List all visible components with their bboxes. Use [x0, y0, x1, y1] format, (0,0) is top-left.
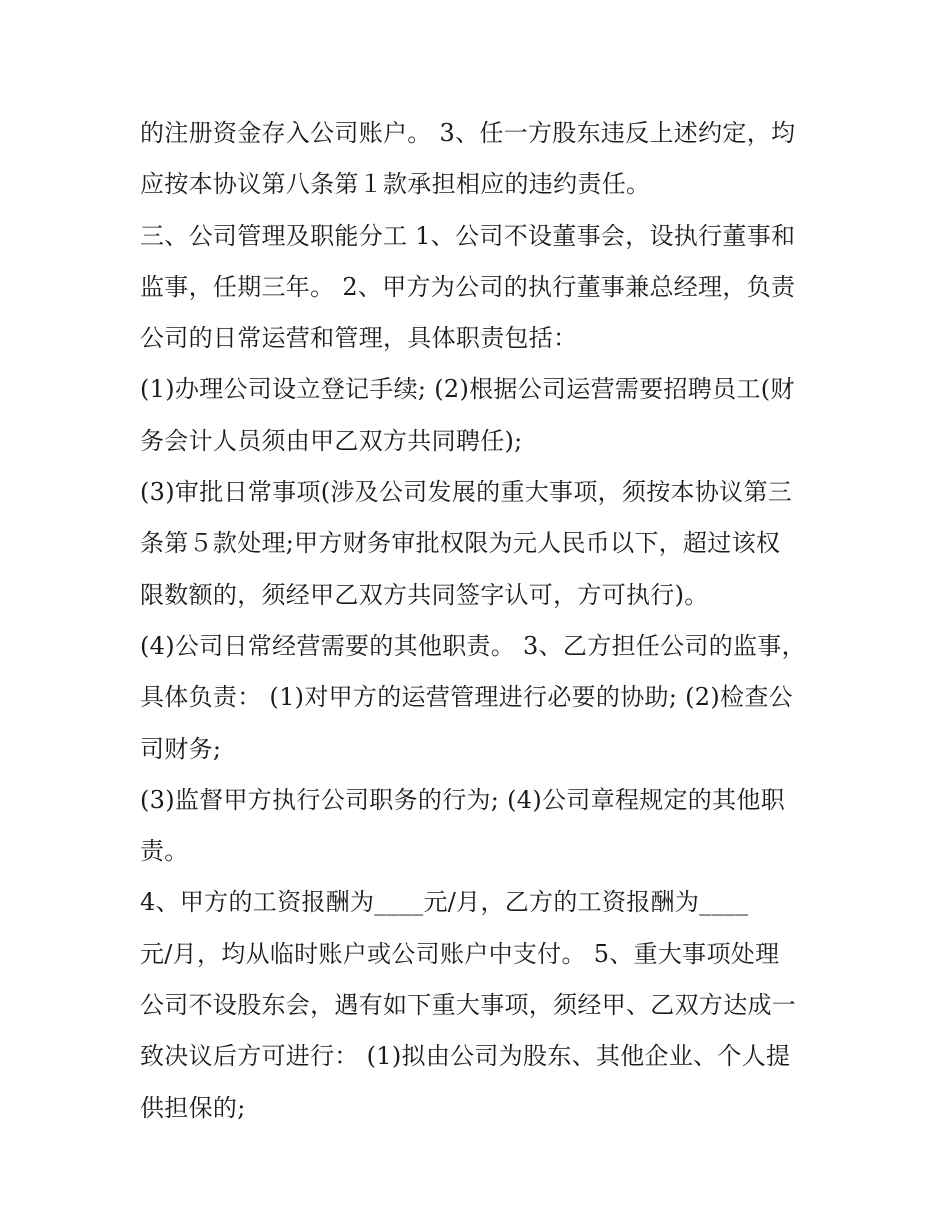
text-line: 监事，任期三年。 2、甲方为公司的执行董事兼总经理，负责	[140, 272, 796, 301]
text-line: 责。	[140, 837, 189, 866]
text-line: 供担保的;	[140, 1093, 246, 1122]
text-line: 条第５款处理;甲方财务审批权限为元人民币以下，超过该权	[140, 529, 781, 558]
text-line: 致决议后方可进行： (1)拟由公司为股东、其他企业、个人提	[140, 1042, 791, 1071]
text-line: 限数额的，须经甲乙双方共同签字认可，方可执行)。	[140, 580, 709, 609]
text-line: 务会计人员须由甲乙双方共同聘任);	[140, 426, 523, 455]
text-line: (3)审批日常事项(涉及公司发展的重大事项，须按本协议第三	[140, 478, 793, 507]
text-line: 具体负责： (1)对甲方的运营管理进行必要的协助; (2)检查公	[140, 683, 793, 712]
text-line: 三、公司管理及职能分工 1、公司不设董事会，设执行董事和	[140, 221, 796, 250]
text-line: 元/月，均从临时账户或公司账户中支付。 5、重大事项处理	[140, 939, 780, 968]
text-line: 公司的日常运营和管理，具体职责包括：	[140, 324, 578, 353]
text-line: (3)监督甲方执行公司职务的行为; (4)公司章程规定的其他职	[140, 785, 786, 814]
text-line: 应按本协议第八条第１款承担相应的违约责任。	[140, 170, 651, 199]
document-body	[140, 108, 820, 1134]
text-line: (4)公司日常经营需要的其他职责。 3、乙方担任公司的监事，	[140, 631, 806, 660]
text-line: 司财务;	[140, 734, 222, 763]
text-line: 公司不设股东会，遇有如下重大事项，须经甲、乙双方达成一	[140, 991, 797, 1020]
text-line: 的注册资金存入公司账户。 3、任一方股东违反上述约定，均	[140, 119, 796, 147]
text-line: 4、甲方的工资报酬为____元/月，乙方的工资报酬为____	[140, 888, 749, 917]
text-line: (1)办理公司设立登记手续; (2)根据公司运营需要招聘员工(财	[140, 375, 795, 404]
